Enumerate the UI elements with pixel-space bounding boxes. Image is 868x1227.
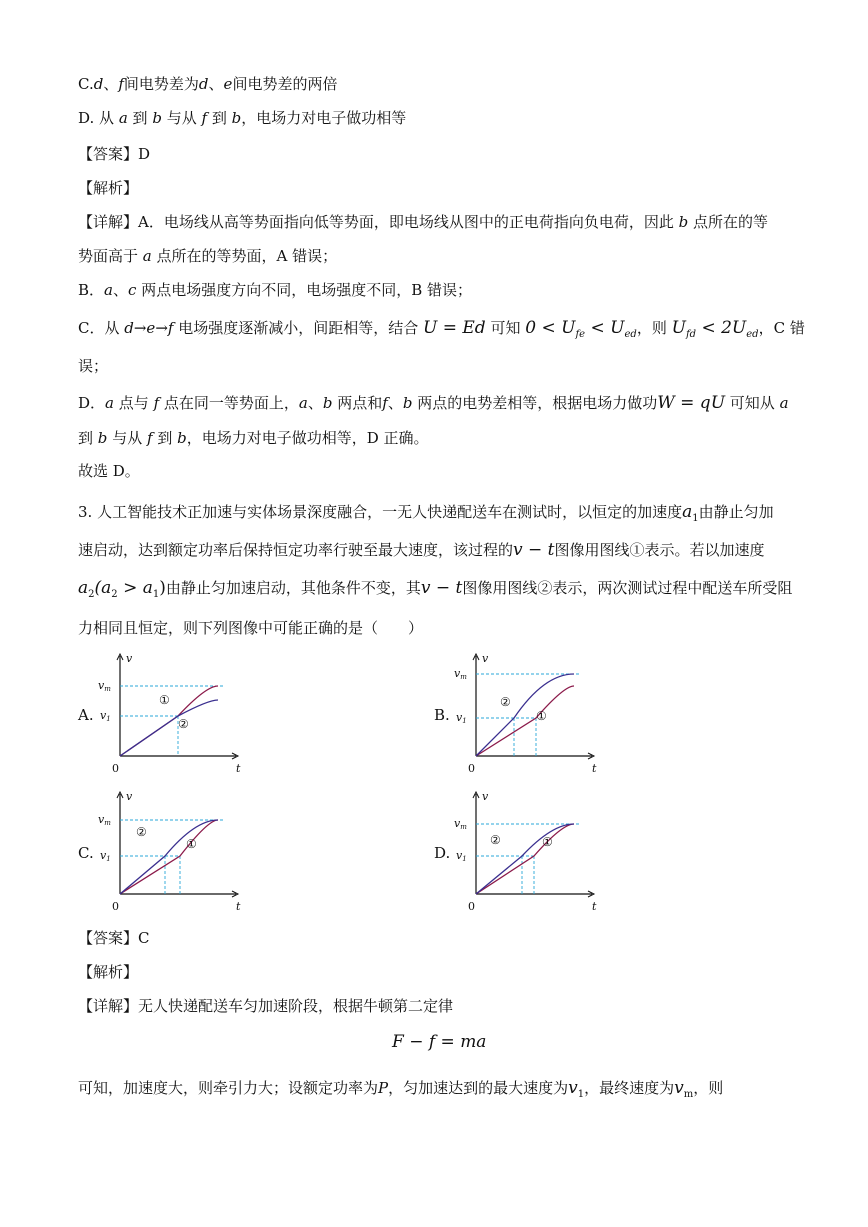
vm-label: vm: [454, 817, 467, 831]
q3-line4: 力相同且恒定，则下列图像中可能正确的是（ ）: [78, 619, 424, 637]
analysis-q2: 【解析】: [78, 179, 139, 197]
option-c: C.d、f间电势差为d、e间电势差的两倍: [78, 75, 338, 93]
curve-1-label: ①: [536, 709, 547, 723]
v1-label-sub: 1: [462, 855, 467, 863]
vm-label-sub: m: [460, 673, 467, 681]
graph-option-b: [452, 648, 602, 778]
detail-a-line2: 势面高于 a 点所在的等势面，A 错误；: [78, 247, 338, 265]
v1-label-sub: 1: [462, 717, 467, 725]
v1-label: v1: [100, 849, 111, 863]
v1-label: v1: [100, 709, 111, 723]
v1-label: v1: [456, 711, 467, 725]
curve-2: [120, 700, 218, 756]
graph-option-d: [452, 786, 602, 916]
origin-label: 0: [112, 762, 119, 775]
v1-label-sub: 1: [106, 715, 111, 723]
curve-2-label: ②: [500, 695, 511, 709]
graph-option-c: [96, 786, 246, 916]
vm-label: vm: [98, 813, 111, 827]
graph-option-a-label: A.: [78, 706, 94, 724]
choose-q2: 故选 D。: [78, 462, 140, 480]
v1-label: v1: [456, 849, 467, 863]
option-d: D. 从 a 到 b 与从 f 到 b，电场力对电子做功相等: [78, 109, 407, 127]
v-axis-label: v: [126, 652, 133, 665]
vm-label: vm: [454, 667, 467, 681]
vm-label-sub: m: [104, 685, 111, 693]
curve-2-label: ②: [490, 833, 501, 847]
origin-label: 0: [468, 900, 475, 913]
vm-label: vm: [98, 679, 111, 693]
vt-graph-svg: [452, 786, 602, 916]
curve-2-label: ②: [136, 825, 147, 839]
t-axis-label: t: [592, 762, 597, 775]
curve-1-label: ①: [542, 835, 553, 849]
vt-graph-svg: [452, 648, 602, 778]
origin-label: 0: [468, 762, 475, 775]
q3-line1: 3. 人工智能技术正加速与实体场景深度融合，一无人快递配送车在测试时，以恒定的加速度$a_1$由静止匀加: [78, 502, 774, 524]
curve-1-label: ①: [186, 837, 197, 851]
curve-1: [120, 820, 218, 894]
curve-1: [476, 686, 574, 756]
graph-option-c-label: C.: [78, 844, 94, 862]
curve-2-label: ②: [178, 717, 189, 731]
v-axis-label: v: [126, 790, 133, 803]
q3-line2: 速启动，达到额定功率后保持恒定功率行驶至最大速度，该过程的v − t图像用图线①表示。若以加速度: [78, 540, 765, 560]
graph-option-b-label: B.: [434, 706, 450, 724]
detail-q3: 【详解】无人快递配送车匀加速阶段，根据牛顿第二定律: [78, 997, 454, 1015]
graph-option-d-label: D.: [434, 844, 451, 862]
analysis-q3: 【解析】: [78, 963, 139, 981]
detail-d-line1: D．a 点与 f 点在同一等势面上，a、b 两点和f、b 两点的电势差相等，根据电场力做功W = qU 可知从 a: [78, 393, 789, 413]
v-axis-label: v: [482, 790, 489, 803]
curve-2: [120, 820, 218, 894]
origin-label: 0: [112, 900, 119, 913]
q3-last-line: 可知，加速度大，则牵引力大；设额定功率为P，匀加速达到的最大速度为$v_1$，最终速度为$v_m$，则: [78, 1078, 724, 1100]
vm-label-sub: m: [104, 819, 111, 827]
graph-option-a: [96, 648, 246, 778]
v-axis-label: v: [482, 652, 489, 665]
detail-c-line1: C．从 d→e→f 电场强度逐渐减小，间距相等，结合 U = Ed 可知 $0 < U_{fe} < U_{ed}$，则 $U_{fd} < 2U_{ed}$，C 错: [78, 318, 805, 340]
detail-d-line2: 到 b 与从 f 到 b，电场力对电子做功相等，D 正确。: [78, 429, 429, 447]
vt-graph-svg: [96, 786, 246, 916]
vt-graph-svg: [96, 648, 246, 778]
newton-formula: F − f = ma: [392, 1032, 487, 1052]
t-axis-label: t: [236, 762, 241, 775]
answer-q3: 【答案】C: [78, 929, 150, 947]
vm-label-sub: m: [460, 823, 467, 831]
answer-q2: 【答案】D: [78, 145, 151, 163]
t-axis-label: t: [592, 900, 597, 913]
v1-label-sub: 1: [106, 855, 111, 863]
t-axis-label: t: [236, 900, 241, 913]
q3-line3: $a_2(a_2 > a_1)$由静止匀加速启动，其他条件不变，其v − t图像用图线②表示，两次测试过程中配送车所受阻: [78, 578, 793, 600]
detail-c-line2: 误；: [78, 357, 109, 375]
detail-a-line1: 【详解】A．电场线从高等势面指向低等势面，即电场线从图中的正电荷指向负电荷，因此 b 点所在的等: [78, 213, 769, 231]
curve-1-label: ①: [159, 693, 170, 707]
detail-b: B．a、c 两点电场强度方向不同，电场强度不同，B 错误；: [78, 281, 472, 299]
curve-2: [476, 674, 574, 756]
